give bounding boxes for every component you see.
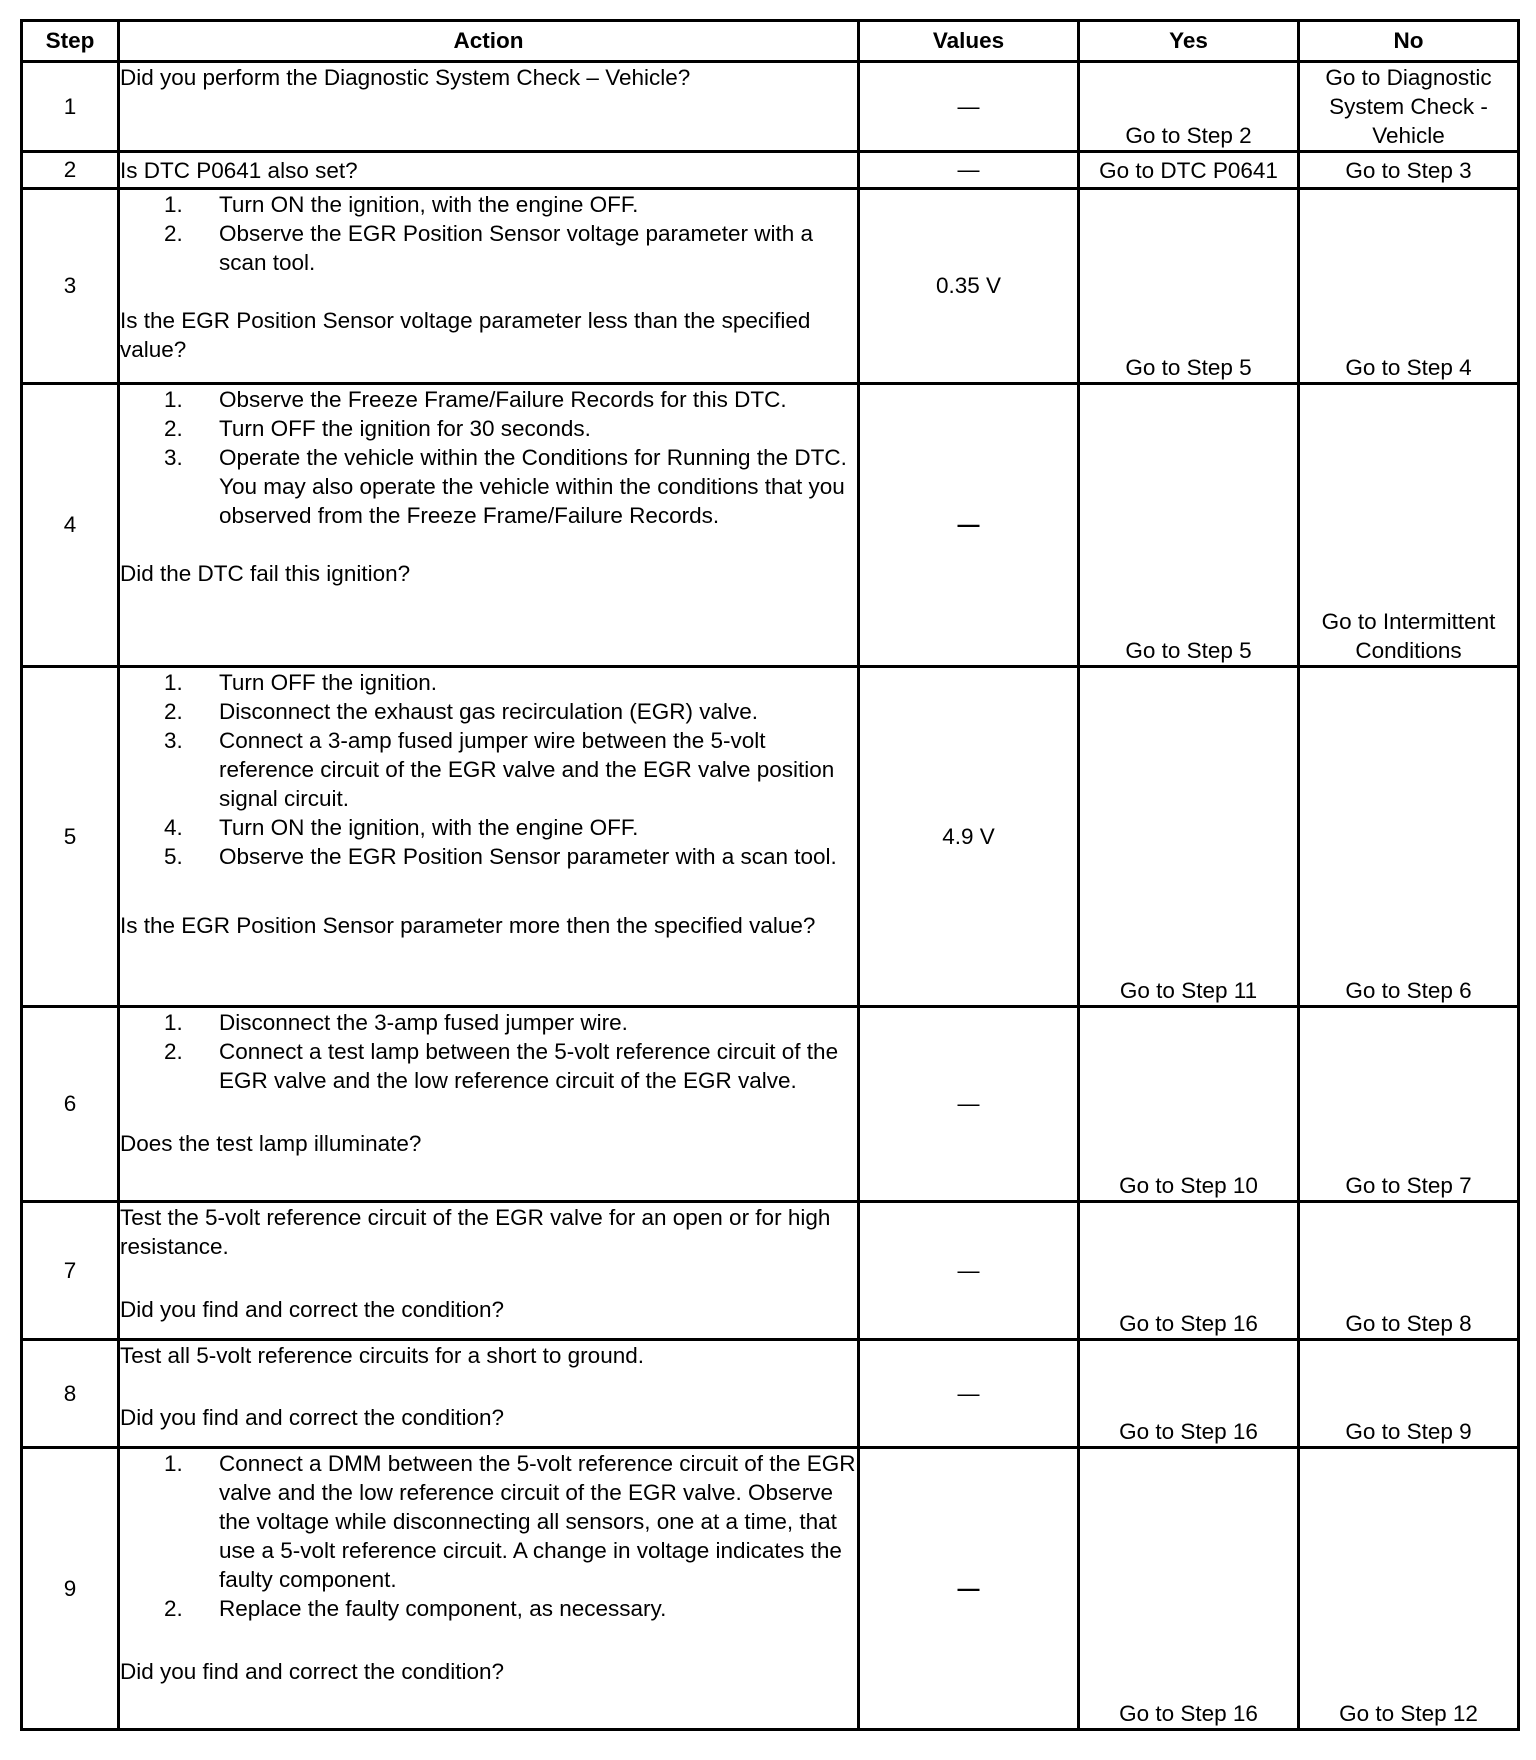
procedure-list [120, 1449, 857, 1623]
action-cell [119, 1007, 859, 1202]
action-question: Did you perform the Diagnostic System Check – Vehicle? [120, 65, 691, 90]
yes-cell: Go to Step 2 [1079, 62, 1299, 152]
diagnostic-table [20, 19, 1520, 1731]
step-number: 3 [22, 189, 119, 384]
procedure-item: 1. Observe the Freeze Frame/Failure Records for this DTC. [164, 387, 787, 412]
step-row-7 [22, 1202, 1519, 1340]
action-statement: Test the 5-volt reference circuit of the EGR valve for an open or for high resistance. [120, 1205, 831, 1259]
action-question: Did you find and correct the condition? [120, 1297, 504, 1322]
header-step: Step [22, 21, 119, 62]
value-cell [859, 384, 1079, 667]
procedure-item: 5. Observe the EGR Position Sensor parameter with a scan tool. [164, 844, 837, 869]
step-row-5 [22, 667, 1519, 1007]
procedure-item: 2. Replace the faulty component, as necessary. [164, 1596, 667, 1621]
step-row-1 [22, 62, 1519, 152]
procedure-item: 1. Disconnect the 3-amp fused jumper wire. [164, 1010, 628, 1035]
no-cell: Go to Step 8 [1299, 1202, 1519, 1340]
action-statement: Test all 5-volt reference circuits for a short to ground. [120, 1343, 644, 1368]
action-cell [119, 667, 859, 1007]
value-cell [859, 1007, 1079, 1202]
step-row-2 [22, 152, 1519, 189]
header-row [22, 21, 1519, 62]
yes-cell: Go to Step 16 [1079, 1202, 1299, 1340]
no-cell: Go to Step 9 [1299, 1340, 1519, 1448]
no-cell: Go to Step 3 [1299, 152, 1519, 189]
yes-cell: Go to Step 10 [1079, 1007, 1299, 1202]
header-action: Action [119, 21, 859, 62]
action-question: Did the DTC fail this ignition? [120, 561, 411, 586]
no-cell: Go to Diagnostic System Check - Vehicle [1299, 62, 1519, 152]
action-cell [119, 189, 859, 384]
step-number: 6 [22, 1007, 119, 1202]
action-question: Is the EGR Position Sensor parameter more then the specified value? [120, 913, 816, 938]
action-question: Is DTC P0641 also set? [120, 157, 358, 183]
value-cell [859, 152, 1079, 189]
step-row-6 [22, 1007, 1519, 1202]
step-number: 4 [22, 384, 119, 667]
header-values: Values [859, 21, 1079, 62]
yes-cell: Go to Step 16 [1079, 1340, 1299, 1448]
no-cell: Go to Step 4 [1299, 189, 1519, 384]
action-cell [119, 1202, 859, 1340]
no-cell: Go to Step 12 [1299, 1448, 1519, 1730]
no-cell: Go to Step 6 [1299, 667, 1519, 1007]
yes-cell: Go to Step 5 [1079, 384, 1299, 667]
step-number: 8 [22, 1340, 119, 1448]
step-number: 9 [22, 1448, 119, 1730]
yes-cell: Go to Step 5 [1079, 189, 1299, 384]
action-question: Did you find and correct the condition? [120, 1659, 504, 1684]
step-number: 7 [22, 1202, 119, 1340]
procedure-list [120, 385, 857, 530]
action-cell [119, 152, 859, 189]
step-row-4 [22, 384, 1519, 667]
action-question: Did you find and correct the condition? [120, 1405, 504, 1430]
value-dash: — [957, 93, 980, 119]
action-cell [119, 62, 859, 152]
action-cell [119, 1340, 859, 1448]
value-dash: — [957, 1091, 980, 1116]
value-cell [859, 1340, 1079, 1448]
value-dash: — [957, 1380, 980, 1406]
procedure-item: 1. Turn ON the ignition, with the engine OFF. [164, 192, 639, 217]
step-row-9 [22, 1448, 1519, 1730]
step-row-8 [22, 1340, 1519, 1448]
step-number: 2 [22, 152, 119, 189]
procedure-item: 1. Turn OFF the ignition. [164, 670, 438, 695]
step-row-3 [22, 189, 1519, 384]
header-yes: Yes [1079, 21, 1299, 62]
action-question: Is the EGR Position Sensor voltage parameter less than the specified value? [120, 308, 811, 362]
no-cell: Go to Intermittent Conditions [1299, 384, 1519, 667]
yes-cell: Go to DTC P0641 [1079, 152, 1299, 189]
yes-cell: Go to Step 11 [1079, 667, 1299, 1007]
procedure-list [120, 668, 857, 871]
action-cell [119, 384, 859, 667]
procedure-item: 2. Disconnect the exhaust gas recirculation (EGR) valve. [164, 699, 758, 724]
procedure-item: 1. Connect a DMM between the 5-volt reference circuit of the EGR valve and the low reference circuit of the EGR valve. Observe the voltage while disconnecting all sensors, one at a time, that use a 5-volt reference circuit. A change in voltage indicates the faulty component. [164, 1451, 856, 1592]
procedure-list [120, 1008, 857, 1095]
value-cell [859, 1448, 1079, 1730]
value-dash: — [957, 1257, 980, 1283]
yes-cell: Go to Step 16 [1079, 1448, 1299, 1730]
step-number: 5 [22, 667, 119, 1007]
procedure-list [120, 190, 857, 277]
procedure-item: 2. Observe the EGR Position Sensor voltage parameter with a scan tool. [164, 221, 814, 275]
value-dash: — [957, 1575, 980, 1601]
header-no: No [1299, 21, 1519, 62]
value-cell [859, 62, 1079, 152]
step-number: 1 [22, 62, 119, 152]
value-cell [859, 1202, 1079, 1340]
value-dash: — [957, 512, 980, 537]
action-question: Does the test lamp illuminate? [120, 1131, 422, 1156]
procedure-item: 3. Operate the vehicle within the Conditions for Running the DTC. You may also operate the vehicle within the conditions that you observed from the Freeze Frame/Failure Records. [164, 445, 847, 528]
procedure-item: 4. Turn ON the ignition, with the engine OFF. [164, 815, 639, 840]
value-cell: 0.35 V [859, 189, 1079, 384]
procedure-item: 2. Turn OFF the ignition for 30 seconds. [164, 416, 591, 441]
procedure-item: 2. Connect a test lamp between the 5-volt reference circuit of the EGR valve and the low reference circuit of the EGR valve. [164, 1039, 839, 1093]
procedure-item: 3. Connect a 3-amp fused jumper wire between the 5-volt reference circuit of the EGR valve and the EGR valve position signal circuit. [164, 728, 835, 811]
value-cell: 4.9 V [859, 667, 1079, 1007]
action-cell [119, 1448, 859, 1730]
no-cell: Go to Step 7 [1299, 1007, 1519, 1202]
value-dash: — [957, 157, 980, 182]
